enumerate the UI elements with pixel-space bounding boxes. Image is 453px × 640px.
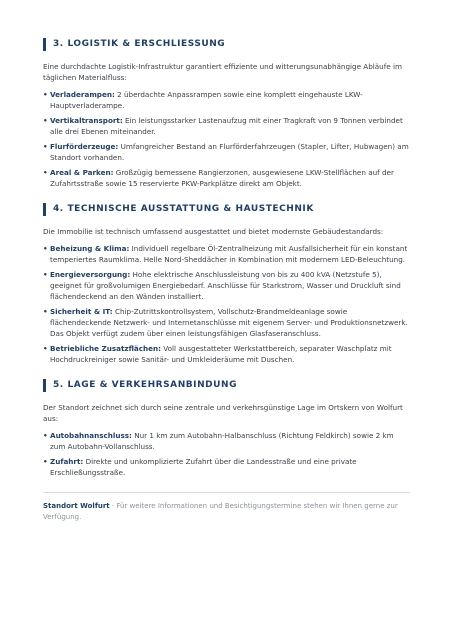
page-footer bbox=[43, 492, 410, 522]
bullet-icon: • bbox=[43, 244, 48, 253]
bullet-icon: • bbox=[43, 307, 48, 316]
footer-text: Für weitere Informationen und Besichtigungstermine stehen wir Ihnen gerne zur Verfügung. bbox=[43, 502, 398, 521]
section-heading bbox=[43, 203, 410, 216]
item-text: Umfangreicher Bestand an Flurförderfahrzeugen (Stapler, Lifter, Hubwagen) am Standort vorhanden. bbox=[50, 142, 409, 162]
item-text: Chip-Zutrittskontrollsystem, Vollschutz-Brandmeldeanlage sowie flächendeckende Netzwerk- und Internetanschlüsse mit eigenem Server- und Produktionsnetzwerk. Das Objekt verfügt zudem über einen leistungsfähigen Glasfaseranschluss. bbox=[50, 307, 408, 338]
list-item bbox=[43, 89, 410, 111]
bullet-icon: • bbox=[43, 344, 48, 353]
list-item bbox=[43, 269, 410, 302]
section-logistik bbox=[43, 38, 410, 189]
section-title: 3. LOGISTIK & ERSCHLIESSUNG bbox=[53, 39, 226, 49]
item-text: 2 überdachte Anpassrampen sowie eine komplett eingehauste LKW-Hauptverladerampe. bbox=[50, 90, 363, 110]
list-item bbox=[43, 243, 410, 265]
section-heading bbox=[43, 379, 410, 392]
section-technik bbox=[43, 203, 410, 365]
bullet-icon: • bbox=[43, 431, 48, 440]
bullet-icon: • bbox=[43, 90, 48, 99]
bullet-icon: • bbox=[43, 116, 48, 125]
section-intro: Eine durchdachte Logistik-Infrastruktur garantiert effiziente und witterungsunabhängige Abläufe im täglichen Materialfluss: bbox=[43, 62, 402, 82]
bullet-icon: • bbox=[43, 168, 48, 177]
item-text: Hohe elektrische Anschlussleistung von bis zu 400 kVA (Netzstufe 5), geeignet für großvolumigen Energiebedarf. Anschlüsse für Starkstrom, Wasser und Druckluft sind flächendeckend an den Wänden installiert. bbox=[50, 270, 401, 301]
feature-list bbox=[43, 89, 410, 189]
item-label: Zufahrt: bbox=[50, 457, 84, 466]
footer-separator: · bbox=[111, 502, 115, 510]
item-label: Autobahnanschluss: bbox=[50, 431, 132, 440]
bullet-icon: • bbox=[43, 457, 48, 466]
item-text: Großzügig bemessene Rangierzonen, ausgewiesene LKW-Stellflächen auf der Zufahrtsstraße sowie 15 reservierte PKW-Parkplätze direkt am Objekt. bbox=[50, 168, 394, 188]
item-label: Areal & Parken: bbox=[50, 168, 114, 177]
item-label: Sicherheit & IT: bbox=[50, 307, 113, 316]
section-heading bbox=[43, 38, 410, 51]
item-label: Verladerampen: bbox=[50, 90, 115, 99]
section-intro: Die Immobilie ist technisch umfassend ausgestattet und bietet modernste Gebäudestandards: bbox=[43, 227, 384, 236]
list-item bbox=[43, 343, 410, 365]
footer-brand: Standort Wolfurt bbox=[43, 502, 110, 510]
list-item bbox=[43, 141, 410, 163]
bullet-icon: • bbox=[43, 270, 48, 279]
list-item bbox=[43, 167, 410, 189]
section-title: 4. TECHNISCHE AUSSTATTUNG & HAUSTECHNIK bbox=[53, 204, 314, 214]
item-label: Betriebliche Zusatzflächen: bbox=[50, 344, 161, 353]
feature-list bbox=[43, 243, 410, 365]
item-text: Voll ausgestatteter Werkstattbereich, separater Waschplatz mit Hochdruckreiniger sowie Sanitär- und Umkleideräume mit Duschen. bbox=[50, 344, 392, 364]
feature-list bbox=[43, 430, 410, 478]
item-label: Beheizung & Klima: bbox=[50, 244, 130, 253]
section-title: 5. LAGE & VERKEHRSANBINDUNG bbox=[53, 380, 238, 390]
item-text: Ein leistungsstarker Lastenaufzug mit einer Tragkraft von 9 Tonnen verbindet alle drei Ebenen miteinander. bbox=[50, 116, 403, 136]
item-text: Individuell regelbare Öl-Zentralheizung mit Ausfallsicherheit für ein konstant temperiertes Raumklima. Helle Nord-Sheddächer in Kombination mit modernem LED-Beleuchtung. bbox=[50, 244, 408, 264]
bullet-icon: • bbox=[43, 142, 48, 151]
list-item bbox=[43, 306, 410, 339]
item-text: Direkte und unkomplizierte Zufahrt über die Landesstraße und eine private Erschließungsstraße. bbox=[50, 457, 357, 477]
list-item bbox=[43, 456, 410, 478]
section-intro: Der Standort zeichnet sich durch seine zentrale und verkehrsgünstige Lage im Ortskern von Wolfurt aus: bbox=[43, 403, 403, 423]
list-item bbox=[43, 430, 410, 452]
item-text: Nur 1 km zum Autobahn-Halbanschluss (Richtung Feldkirch) sowie 2 km zum Autobahn-Vollanschluss. bbox=[50, 431, 394, 451]
item-label: Energieversorgung: bbox=[50, 270, 131, 279]
item-label: Vertikaltransport: bbox=[50, 116, 123, 125]
item-label: Flurförderzeuge: bbox=[50, 142, 119, 151]
list-item bbox=[43, 115, 410, 137]
section-lage bbox=[43, 379, 410, 478]
